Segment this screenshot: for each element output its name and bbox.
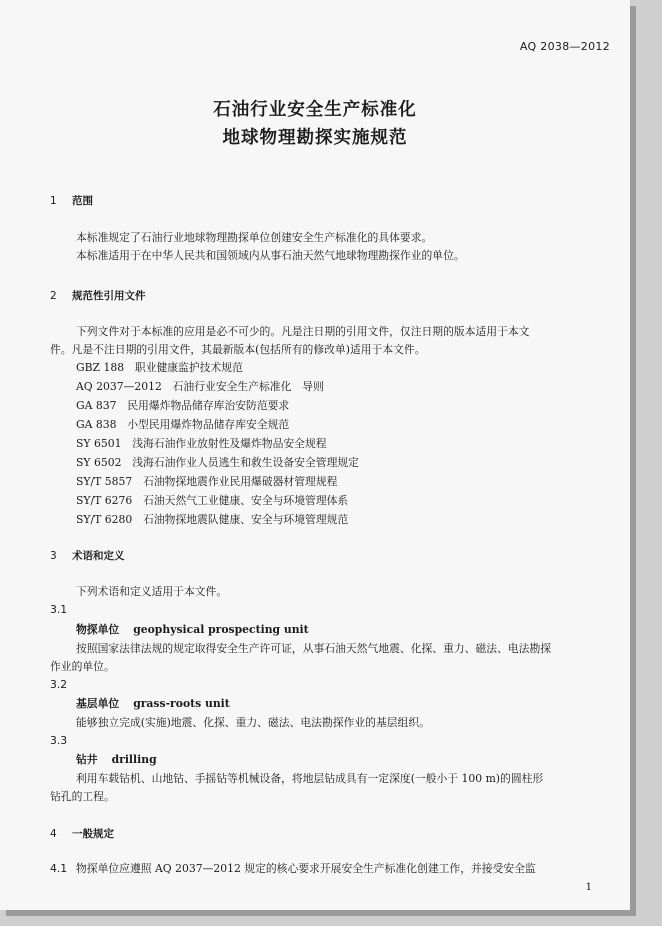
reference-item: SY/T 6280 石油物探地震队健康、安全与环境管理规范	[76, 513, 349, 526]
term-definition-line1: 能够独立完成(实施)地震、化探、重力、磁法、电法勘探作业的基层组织。	[76, 716, 430, 729]
reference-item: SY 6501 浅海石油作业放射性及爆炸物品安全规程	[76, 437, 327, 450]
term-english: geophysical prospecting unit	[133, 623, 309, 636]
normative-intro-line2: 件。凡是不注日期的引用文件，其最新版本(包括所有的修改单)适用于本文件。	[50, 343, 426, 356]
term-chinese: 物探单位	[76, 623, 120, 636]
term-number: 3.1	[50, 603, 68, 616]
term-english: grass-roots unit	[133, 697, 230, 710]
standard-code: AQ 2038—2012	[519, 40, 610, 53]
reference-item: AQ 2037—2012 石油行业安全生产标准化 导则	[76, 380, 324, 393]
reference-item: GBZ 188 职业健康监护技术规范	[76, 361, 243, 374]
clause-4-1	[50, 861, 536, 876]
clause-text: 物探单位应遵照 AQ 2037—2012 规定的核心要求开展安全生产标准化创建工作，并接受安全监	[76, 862, 536, 875]
section-number: 2	[50, 290, 57, 302]
term-number: 3.2	[50, 678, 68, 691]
section-number: 1	[50, 195, 57, 207]
document-title-line2: 地球物理勘探实施规范	[222, 128, 408, 148]
term-definition-line1: 按照国家法律法规的规定取得安全生产许可证，从事石油天然气地震、化探、重力、磁法、电法勘探	[76, 642, 552, 655]
normative-intro-line1: 下列文件对于本标准的应用是必不可少的。凡是注日期的引用文件，仅注日期的版本适用于本文	[76, 325, 530, 338]
section-title: 术语和定义	[72, 550, 125, 562]
document-title-line1: 石油行业安全生产标准化	[213, 100, 417, 120]
term-english: drilling	[111, 753, 157, 766]
section-title: 一般规定	[72, 828, 114, 840]
term-number: 3.3	[50, 734, 68, 747]
section-number: 3	[50, 550, 57, 562]
terms-intro: 下列术语和定义适用于本文件。	[76, 585, 228, 598]
section-heading-terms	[50, 548, 125, 563]
section-heading-normative	[50, 288, 146, 303]
term-heading	[76, 696, 230, 711]
page-number: 1	[585, 882, 592, 893]
clause-number: 4.1	[50, 862, 68, 875]
section-title: 范围	[72, 195, 93, 207]
section-number: 4	[50, 828, 57, 840]
reference-item: SY/T 5857 石油物探地震作业民用爆破器材管理规程	[76, 475, 338, 488]
section-heading-general	[50, 826, 114, 841]
term-chinese: 钻井	[76, 753, 98, 766]
reference-item: SY 6502 浅海石油作业人员逃生和救生设备安全管理规定	[76, 456, 359, 469]
term-heading	[76, 622, 309, 637]
reference-item: GA 837 民用爆炸物品储存库治安防范要求	[76, 399, 290, 412]
term-definition-line2: 作业的单位。	[50, 660, 115, 673]
scope-paragraph-2: 本标准适用于在中华人民共和国领域内从事石油天然气地球物理勘探作业的单位。	[76, 249, 465, 262]
term-heading	[76, 752, 157, 767]
scope-paragraph-1: 本标准规定了石油行业地球物理勘探单位创建安全生产标准化的具体要求。	[76, 231, 433, 244]
reference-item: GA 838 小型民用爆炸物品储存库安全规范	[76, 418, 290, 431]
term-definition-line2: 钻孔的工程。	[50, 790, 115, 803]
term-chinese: 基层单位	[76, 697, 120, 710]
section-heading-scope	[50, 193, 93, 208]
section-title: 规范性引用文件	[72, 290, 146, 302]
reference-item: SY/T 6276 石油天然气工业健康、安全与环境管理体系	[76, 494, 349, 507]
term-definition-line1: 利用车载钻机、山地钻、手摇钻等机械设备，将地层钻成具有一定深度(一般小于 100 m)的圆柱形	[76, 772, 544, 785]
